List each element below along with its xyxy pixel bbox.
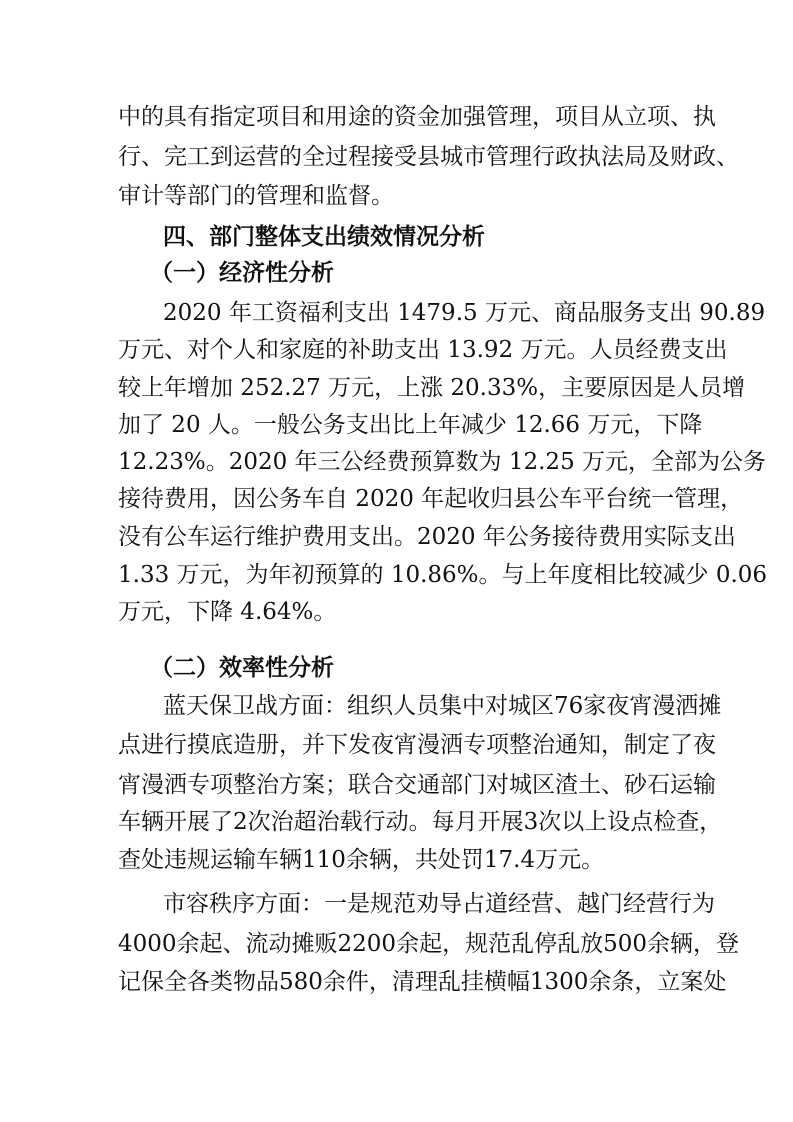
text-line: 万元、对个人和家庭的补助支出 13.92 万元。人员经费支出 [118, 337, 728, 363]
text-line: 点进行摸底造册，并下发夜宵漫洒专项整治通知，制定了夜 [118, 732, 716, 758]
text-line: 没有公车运行维护费用支出。2020 年公务接待费用实际支出 [118, 524, 736, 550]
text-line: 4000余起、流动摊贩2200余起，规范乱停乱放500余辆，登 [118, 931, 739, 957]
subsection-heading-efficiency: （二）效率性分析 [150, 655, 334, 681]
text-line: 审计等部门的管理和监督。 [118, 183, 394, 209]
subsection-heading-economy: （一）经济性分析 [150, 260, 334, 286]
text-line: 行、完工到运营的全过程接受县城市管理行政执法局及财政、 [118, 144, 739, 170]
text-line: 1.33 万元，为年初预算的 10.86%。与上年度相比较减少 0.06 [118, 562, 768, 588]
text-line: 宵漫洒专项整治方案；联合交通部门对城区渣土、砂石运输 [118, 772, 716, 798]
text-line: 接待费用，因公务车自 2020 年起收归县公车平台统一管理， [118, 486, 744, 512]
text-line: 2020 年工资福利支出 1479.5 万元、商品服务支出 90.89 [163, 300, 766, 326]
text-line: 查处违规运输车辆110余辆，共处罚17.4万元。 [118, 847, 605, 873]
text-line: 12.23%。2020 年三公经费预算数为 12.25 万元，全部为公务 [118, 449, 767, 475]
text-line: 车辆开展了2次治超治载行动。每月开展3次以上设点检查， [118, 809, 723, 835]
text-line: 万元，下降 4.64%。 [118, 599, 337, 625]
text-line: 中的具有指定项目和用途的资金加强管理，项目从立项、执 [118, 104, 716, 130]
text-line: 加了 20 人。一般公务支出比上年减少 12.66 万元，下降 [118, 412, 703, 438]
section-heading: 四、部门整体支出绩效情况分析 [163, 224, 485, 250]
text-line: 蓝天保卫战方面：组织人员集中对城区76家夜宵漫洒摊 [163, 693, 722, 719]
text-line: 较上年增加 252.27 万元，上涨 20.33%，主要原因是人员增 [118, 375, 746, 401]
text-line: 市容秩序方面：一是规范劝导占道经营、越门经营行为 [163, 891, 715, 917]
text-line: 记保全各类物品580余件，清理乱挂横幅1300余条，立案处 [118, 969, 727, 995]
